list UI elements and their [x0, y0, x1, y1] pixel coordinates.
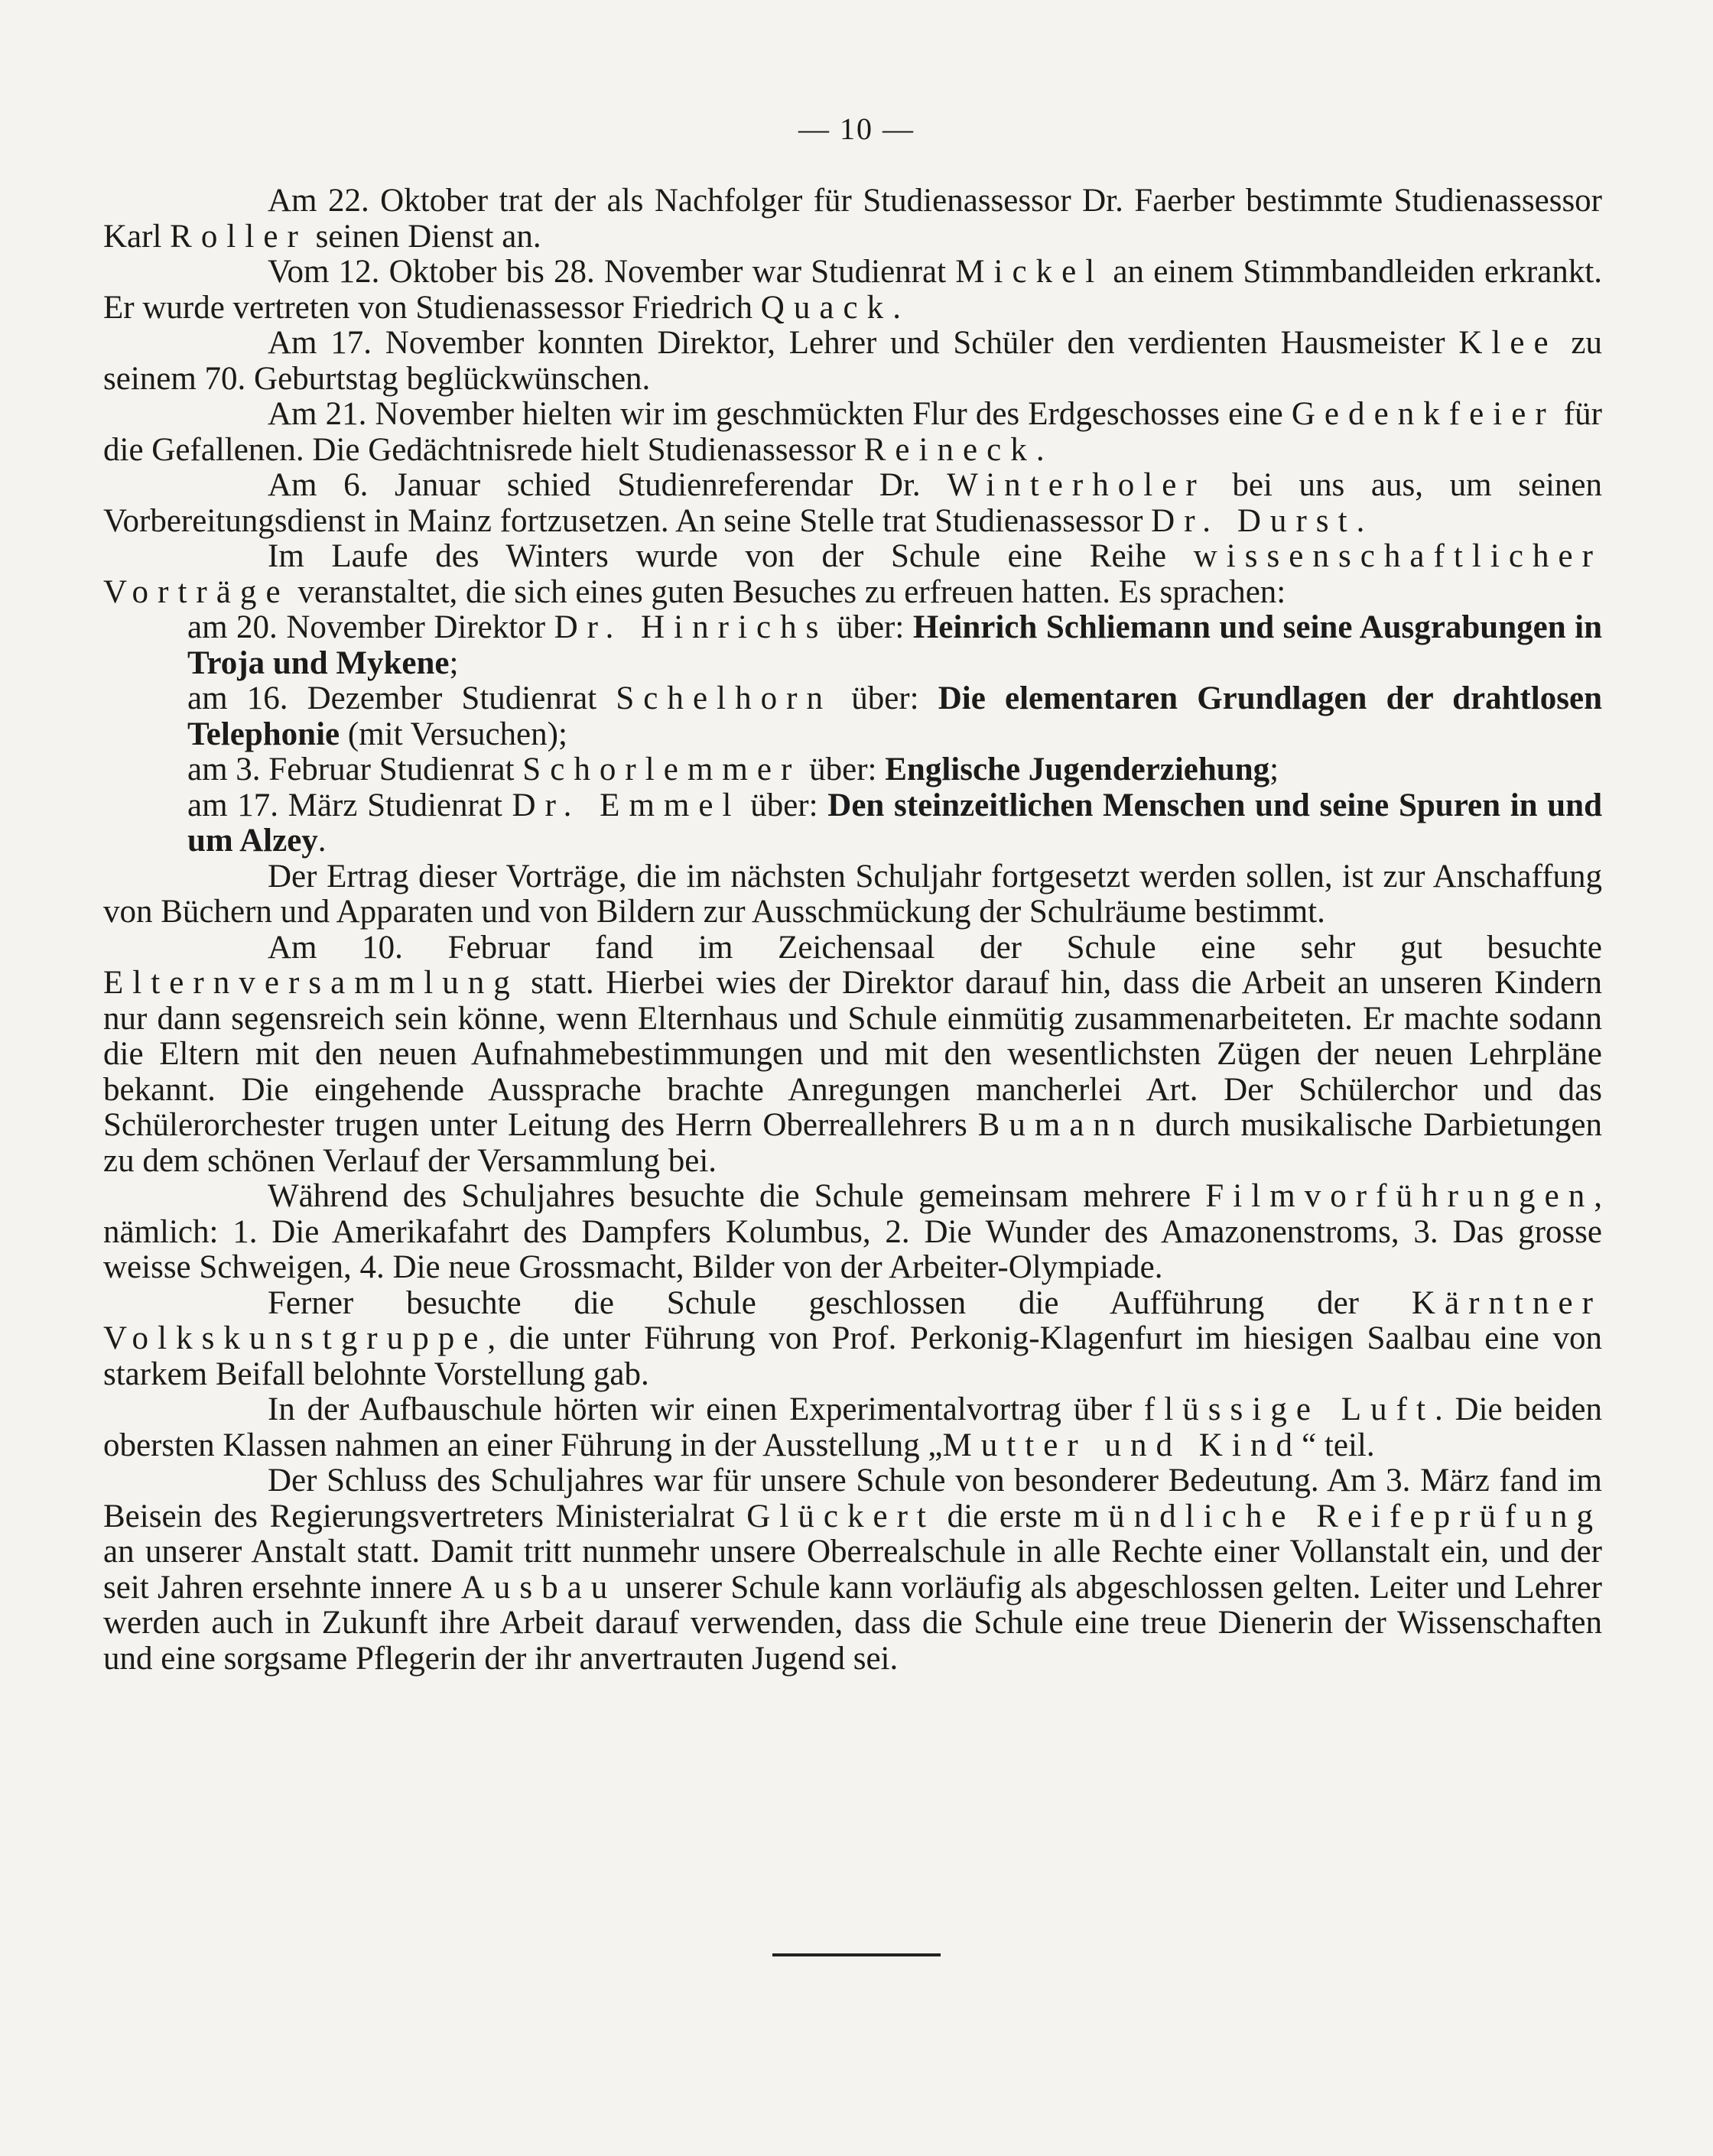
paragraph-roller: Am 22. Oktober trat der als Nachfolger für Studienassessor Dr. Faerber bestimmte Studienassessor Karl Roller seinen Dienst an. — [103, 183, 1602, 255]
paragraph-volkskunstgruppe: Ferner besuchte die Schule geschlossen die Aufführung der Kärntner Volkskunstgruppe, die unter Führung von Prof. Perkonig-Klagenfurt im hiesigen Saalbau eine von starkem Beifall belohnte Vorstellung gab. — [103, 1284, 1602, 1392]
body-text — [103, 183, 1602, 1677]
paragraph-elternversammlung: Am 10. Februar fand im Zeichensaal der Schule eine sehr gut besuchte Elternversammlung statt. Hierbei wies der Direktor darauf hin, dass die Arbeit an unseren Kindern nur dann segensreich sein könne, wenn Elternhaus und Schule einmütig zusammenarbeiteten. Er machte sodann die Eltern mit den neuen Aufnahmebestimmungen und mit den wesentlichsten Zügen der neuen Lehrpläne bekannt. Die eingehende Aussprache brachte Anregungen mancherlei Art. Der Schülerchor und das Schülerorchester trugen unter Leitung des Herrn Oberreallehrers Bumann durch musikalische Darbietungen zu dem schönen Verlauf der Versammlung bei. — [103, 929, 1602, 1179]
paragraph-filmvorfuehrungen: Während des Schuljahres besuchte die Schule gemeinsam mehrere Filmvorführungen, nämlich: 1. Die Amerikafahrt des Dampfers Kolumbus, 2. Die Wunder des Amazonenstroms, 3. Das grosse weisse Schweigen, 4. Die neue Grossmacht, Bilder von der Arbeiter-Olympiade. — [103, 1178, 1602, 1285]
paragraph-mickel: Vom 12. Oktober bis 28. November war Studienrat Mickel an einem Stimmbandleiden erkrankt. Er wurde vertreten von Studienassessor Friedrich Quack. — [103, 254, 1602, 326]
paragraph-vortraege: Im Laufe des Winters wurde von der Schule eine Reihe wissenschaftlicher Vorträge veranstaltet, die sich eines guten Besuches zu erfreuen hatten. Es sprachen: — [103, 538, 1602, 610]
paragraph-reifepruefung: Der Schluss des Schuljahres war für unsere Schule von besonderer Bedeutung. Am 3. März fand im Beisein des Regierungsvertreters Ministerialrat Glückert die erste mündliche Reifeprüfung an unserer Anstalt statt. Damit tritt nunmehr unsere Oberrealschule in alle Rechte einer Vollanstalt ein, und der seit Jahren ersehnte innere Ausbau unserer Schule kann vorläufig als abgeschlossen gelten. Leiter und Lehrer werden auch in Zukunft ihre Arbeit darauf verwenden, dass die Schule eine treue Dienerin der Wissenschaften und eine sorgsame Pflegerin der ihr anvertrauten Jugend sei. — [103, 1463, 1602, 1677]
paragraph-ertrag: Der Ertrag dieser Vorträge, die im nächsten Schuljahr fortgesetzt werden sollen, ist zur Anschaffung von Büchern und Apparaten und von Bildern zur Ausschmückung der Schulräume bestimmt. — [103, 858, 1602, 930]
paragraph-aufbauschule: In der Aufbauschule hörten wir einen Experimentalvortrag über flüssige Luft. Die beiden obersten Klassen nahmen an einer Führung in der Ausstellung „Mutter und Kind“ teil. — [103, 1391, 1603, 1463]
lecture-item: am 16. Dezember Studienrat Schelhorn über: Die elementaren Grundlagen der drahtlosen Telephonie (mit Versuchen); — [187, 680, 1602, 752]
end-rule — [772, 1953, 941, 1956]
lecture-item: am 3. Februar Studienrat Schorlemmer über: Englische Jugenderziehung; — [187, 752, 1279, 787]
paragraph-winterholer: Am 6. Januar schied Studienreferendar Dr. Winterholer bei uns aus, um seinen Vorbereitungsdienst in Mainz fortzusetzen. An seine Stelle trat Studienassessor Dr. Durst. — [103, 467, 1602, 539]
paragraph-gedenkfeier: Am 21. November hielten wir im geschmückten Flur des Erdgeschosses eine Gedenkfeier für die Gefallenen. Die Gedächtnisrede hielt Studienassessor Reineck. — [103, 396, 1602, 468]
paragraph-klee: Am 17. November konnten Direktor, Lehrer und Schüler den verdienten Hausmeister Klee zu seinem 70. Geburtstag beglückwünschen. — [103, 325, 1603, 397]
lecture-item: am 20. November Direktor Dr. Hinrichs über: Heinrich Schliemann und seine Ausgrabungen in Troja und Mykene; — [187, 609, 1603, 681]
lecture-item: am 17. März Studienrat Dr. Emmel über: Den steinzeitlichen Menschen und seine Spuren in und um Alzey. — [187, 787, 1602, 859]
page-number: — 10 — — [798, 112, 915, 146]
